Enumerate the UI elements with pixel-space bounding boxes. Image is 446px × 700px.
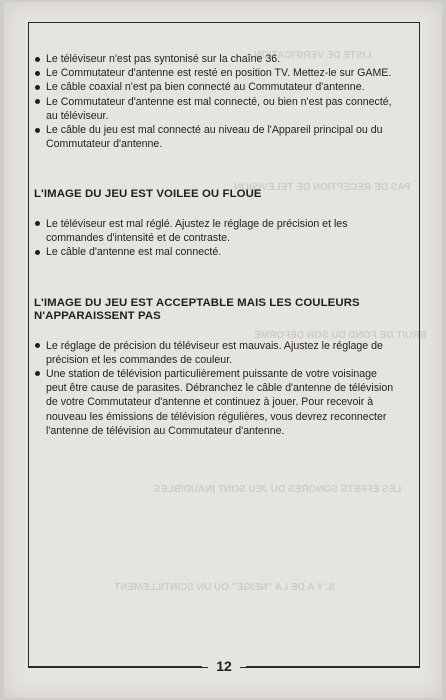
list-item xyxy=(34,66,394,80)
list-item xyxy=(34,217,394,245)
intro-bullet-list xyxy=(34,52,394,151)
list-item xyxy=(34,367,394,438)
bullet-icon xyxy=(35,250,40,255)
list-item-text: Une station de télévision particulièrement puissante de votre voisinage peut être cause de parasites. Débranchez le câble d'antenne de télévision de votre Commutateur d'antenne et continuez à jouer. Pour recevoir à nouveau les émissions de télévision régulières, vous devrez reconnecter l'antenne de télévision au Commutateur d'antenne. xyxy=(46,367,394,437)
list-item-text: Le câble du jeu est mal connecté au niveau de l'Appareil principal ou du Commutateur d'antenne. xyxy=(46,124,383,151)
list-item xyxy=(34,123,394,151)
list-item xyxy=(34,245,394,259)
list-item-text: Le câble coaxial n'est pa bien connecté au Commutateur d'antenne. xyxy=(46,81,365,94)
list-item xyxy=(34,80,394,94)
list-item xyxy=(34,339,394,367)
section-heading-no-colors: L'IMAGE DU JEU EST ACCEPTABLE MAIS LES COULEURS N'APPARAISSENT PAS xyxy=(34,296,360,323)
document-page xyxy=(4,2,442,698)
section-heading-blurry-image: L'IMAGE DU JEU EST VOILEE OU FLOUE xyxy=(34,188,262,201)
list-item-text: Le câble d'antenne est mal connecté. xyxy=(46,246,222,259)
page-content xyxy=(34,52,394,438)
footer-rule-right xyxy=(246,666,420,668)
bullet-icon xyxy=(35,221,40,226)
page-footer xyxy=(28,658,420,674)
bullet-icon xyxy=(35,71,40,76)
list-item xyxy=(34,52,394,66)
section2-bullet-list xyxy=(34,339,394,438)
bleed-through: LES EFFETS SONORES DU JEU SONT INAUDIBLES xyxy=(154,484,402,495)
list-item-text: Le téléviseur est mal réglé. Ajustez le réglage de précision et les commandes d'intensité et de contraste. xyxy=(46,217,348,245)
bleed-through: IL Y A DE LA "NEIGE" OU UN SCINTILLEMENT xyxy=(114,582,335,593)
bleed-through: PAS DE RECEPTION DE TELEVISION xyxy=(234,182,411,193)
list-item-text: Le téléviseur n'est pas syntonisé sur la chaîne 36. xyxy=(46,53,281,65)
bullet-icon xyxy=(35,57,40,62)
bullet-icon xyxy=(35,343,40,348)
bullet-icon xyxy=(35,85,40,90)
footer-rule-left xyxy=(28,666,202,668)
list-item-text: Le réglage de précision du téléviseur est mauvais. Ajustez le réglage de précision et les commandes de couleur. xyxy=(46,339,383,366)
page-number: 12 xyxy=(208,658,240,674)
bullet-icon xyxy=(35,128,40,133)
list-item-text: Le Commutateur d'antenne est mal connecté, ou bien n'est pas connecté, au téléviseur. xyxy=(46,95,392,122)
bleed-through: BRUIT DE FOND DU SON DEFORME xyxy=(254,330,427,341)
bleed-through: LISTE DE VERIFICATION xyxy=(254,50,372,61)
bullet-icon xyxy=(35,99,40,104)
bullet-icon xyxy=(35,371,40,376)
section1-bullet-list xyxy=(34,217,394,260)
list-item-text: Le Commutateur d'antenne est resté en position TV. Mettez-le sur GAME. xyxy=(46,67,392,80)
list-item xyxy=(34,95,394,123)
